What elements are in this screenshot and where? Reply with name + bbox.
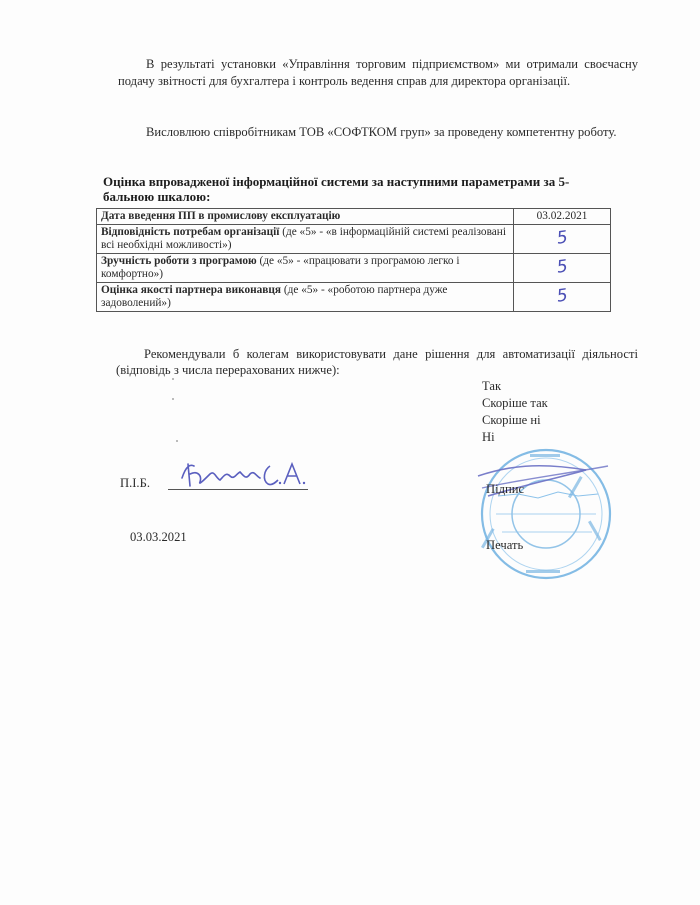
option-yes: Так [482,379,502,393]
row-label-cell [97,209,514,225]
table-row [97,254,611,283]
row-note: (де «5» - «працювати з програмою легко і комфортно») [101,255,460,280]
row-label: Дата введення ПП в промислову експлуатацію [101,210,341,222]
table-row [97,225,611,254]
row-label: Відповідність потребам організації [101,226,280,238]
seal-label: Печать [486,538,524,552]
option-rather-yes: Скоріше так [482,396,548,410]
row-value-cell [514,225,611,254]
scan-speck [172,398,174,400]
official-seal-icon [468,436,618,586]
handwritten-score: 5 [555,284,569,307]
assessment-heading: Оцінка впровадженої інформаційної системи за наступними параметрами за 5-бальною шкалою: [103,174,570,204]
table-row [97,209,611,225]
pib-label: П.І.Б. [120,476,150,490]
signature-date: 03.03.2021 [130,530,187,544]
row-label: Оцінка якості партнера виконавця [101,284,282,296]
row-note: (де «5» - «в інформаційній системі реалізовані всі необхідні можливості») [101,226,506,251]
recommendation-text: Рекомендували б колегам використовувати дане рішення для автоматизації діяльності (відповідь з числа перерахованих нижче): [116,347,638,377]
handwritten-name-signature [176,456,316,492]
paragraph-gratitude: Висловлюю співробітникам ТОВ «СОФТКОМ груп» за проведену компетентну роботу. [146,125,617,139]
scan-speck [176,440,178,442]
row-value-cell [514,283,611,312]
row-label-cell [97,283,514,312]
assessment-table [96,208,611,312]
handwritten-score: 5 [555,255,569,278]
row-label-cell [97,254,514,283]
row-value-cell [514,254,611,283]
option-no: Ні [482,430,495,444]
table-row [97,283,611,312]
option-rather-no: Скоріше ні [482,413,541,427]
row-note: (де «5» - «роботою партнера дуже задоволений») [101,284,448,309]
signature-label: Підпис [486,482,525,496]
commissioning-date: 03.02.2021 [536,210,588,222]
handwritten-score: 5 [555,226,569,249]
row-label: Зручність роботи з програмою [101,255,257,267]
row-value-cell [514,209,611,225]
scan-speck [172,378,174,380]
row-label-cell [97,225,514,254]
paragraph-results: В результаті установки «Управління торговим підприємством» ми отримали своєчасну подачу звітності для бухгалтера і контроль ведення справ для директора організації. [118,57,638,88]
